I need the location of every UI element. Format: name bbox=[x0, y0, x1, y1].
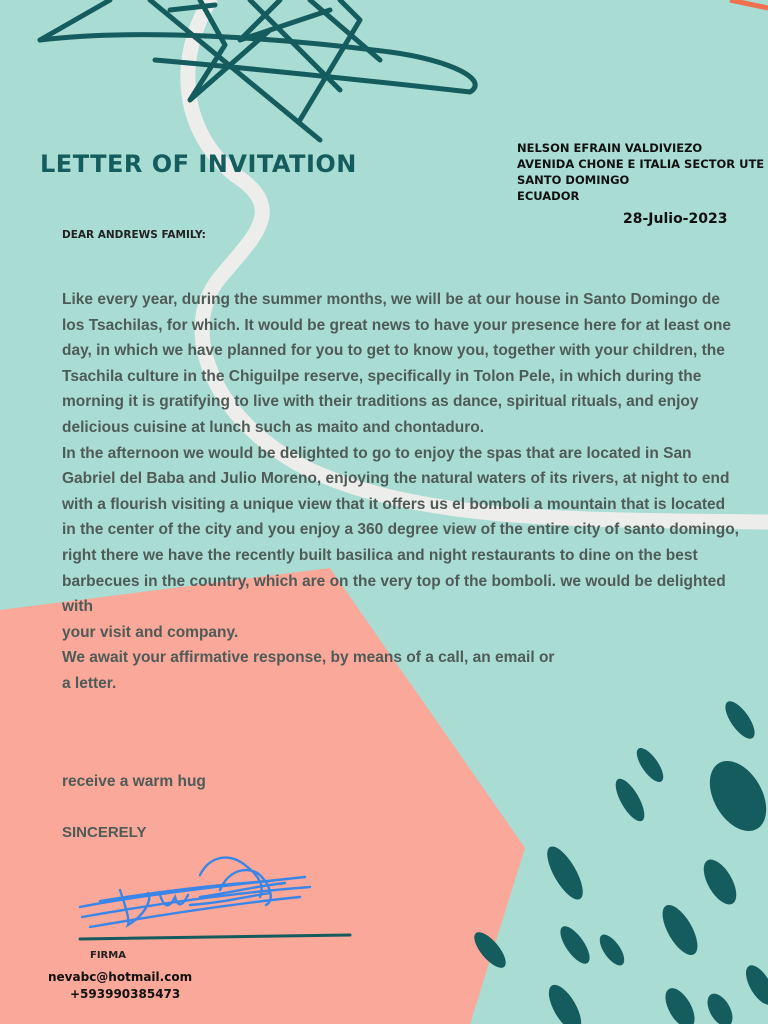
sender-name: NELSON EFRAIN VALDIVIEZO bbox=[517, 141, 703, 155]
paragraph: your visit and company. bbox=[62, 623, 239, 641]
sender-city: SANTO DOMINGO bbox=[517, 173, 630, 187]
paragraph: We await your affirmative response, by means of a call, an email or bbox=[62, 649, 555, 667]
paragraph: In the afternoon we would be delighted to go to enjoy the spas that are located in San Gabriel del Baba and Julio Moreno, enjoying the natural waters of its rivers, at night to end with a flourish visiting a unique view that it offers us el bomboli a mountain that is located in the center of the city and you enjoy a 360 degree view of the entire city of santo domingo, right there we have the recently built basilica and night restaurants to dine on the best barbecues in the country, which are on the very top of the bomboli. we would be delighted with bbox=[62, 444, 739, 616]
paragraph: a letter. bbox=[62, 674, 117, 692]
sender-street: AVENIDA CHONE E ITALIA SECTOR UTE bbox=[517, 157, 765, 171]
greeting: DEAR ANDREWS FAMILY: bbox=[62, 229, 206, 241]
letter-date: 28-Julio-2023 bbox=[623, 211, 728, 227]
paragraph: Like every year, during the summer months, we will be at our house in Santo Domingo de los Tsachilas, for which. It would be great news to have your presence here for at least one day, in which we have planned for you to get to know you, together with your children, the Tsachila culture in the Chiguilpe reserve, specifically in Tolon Pele, in which during the morning it is gratifying to live with their traditions as dance, spiritual rituals, and enjoy delicious cuisine at lunch such as maito and chontaduro. bbox=[62, 291, 731, 436]
sign-off: SINCERELY bbox=[62, 824, 147, 841]
contact-phone: +593990385473 bbox=[70, 987, 181, 1001]
sender-country: ECUADOR bbox=[517, 189, 580, 203]
letter-title: LETTER OF INVITATION bbox=[40, 150, 357, 178]
sender-address bbox=[517, 140, 764, 204]
coral-stroke bbox=[730, 0, 768, 8]
closing-line: receive a warm hug bbox=[62, 773, 206, 790]
signature-label: FIRMA bbox=[90, 950, 126, 961]
teal-scribble bbox=[40, 0, 475, 140]
letter-body bbox=[62, 287, 742, 697]
contact-email: nevabc@hotmail.com bbox=[48, 970, 193, 984]
signature-image bbox=[70, 845, 360, 950]
